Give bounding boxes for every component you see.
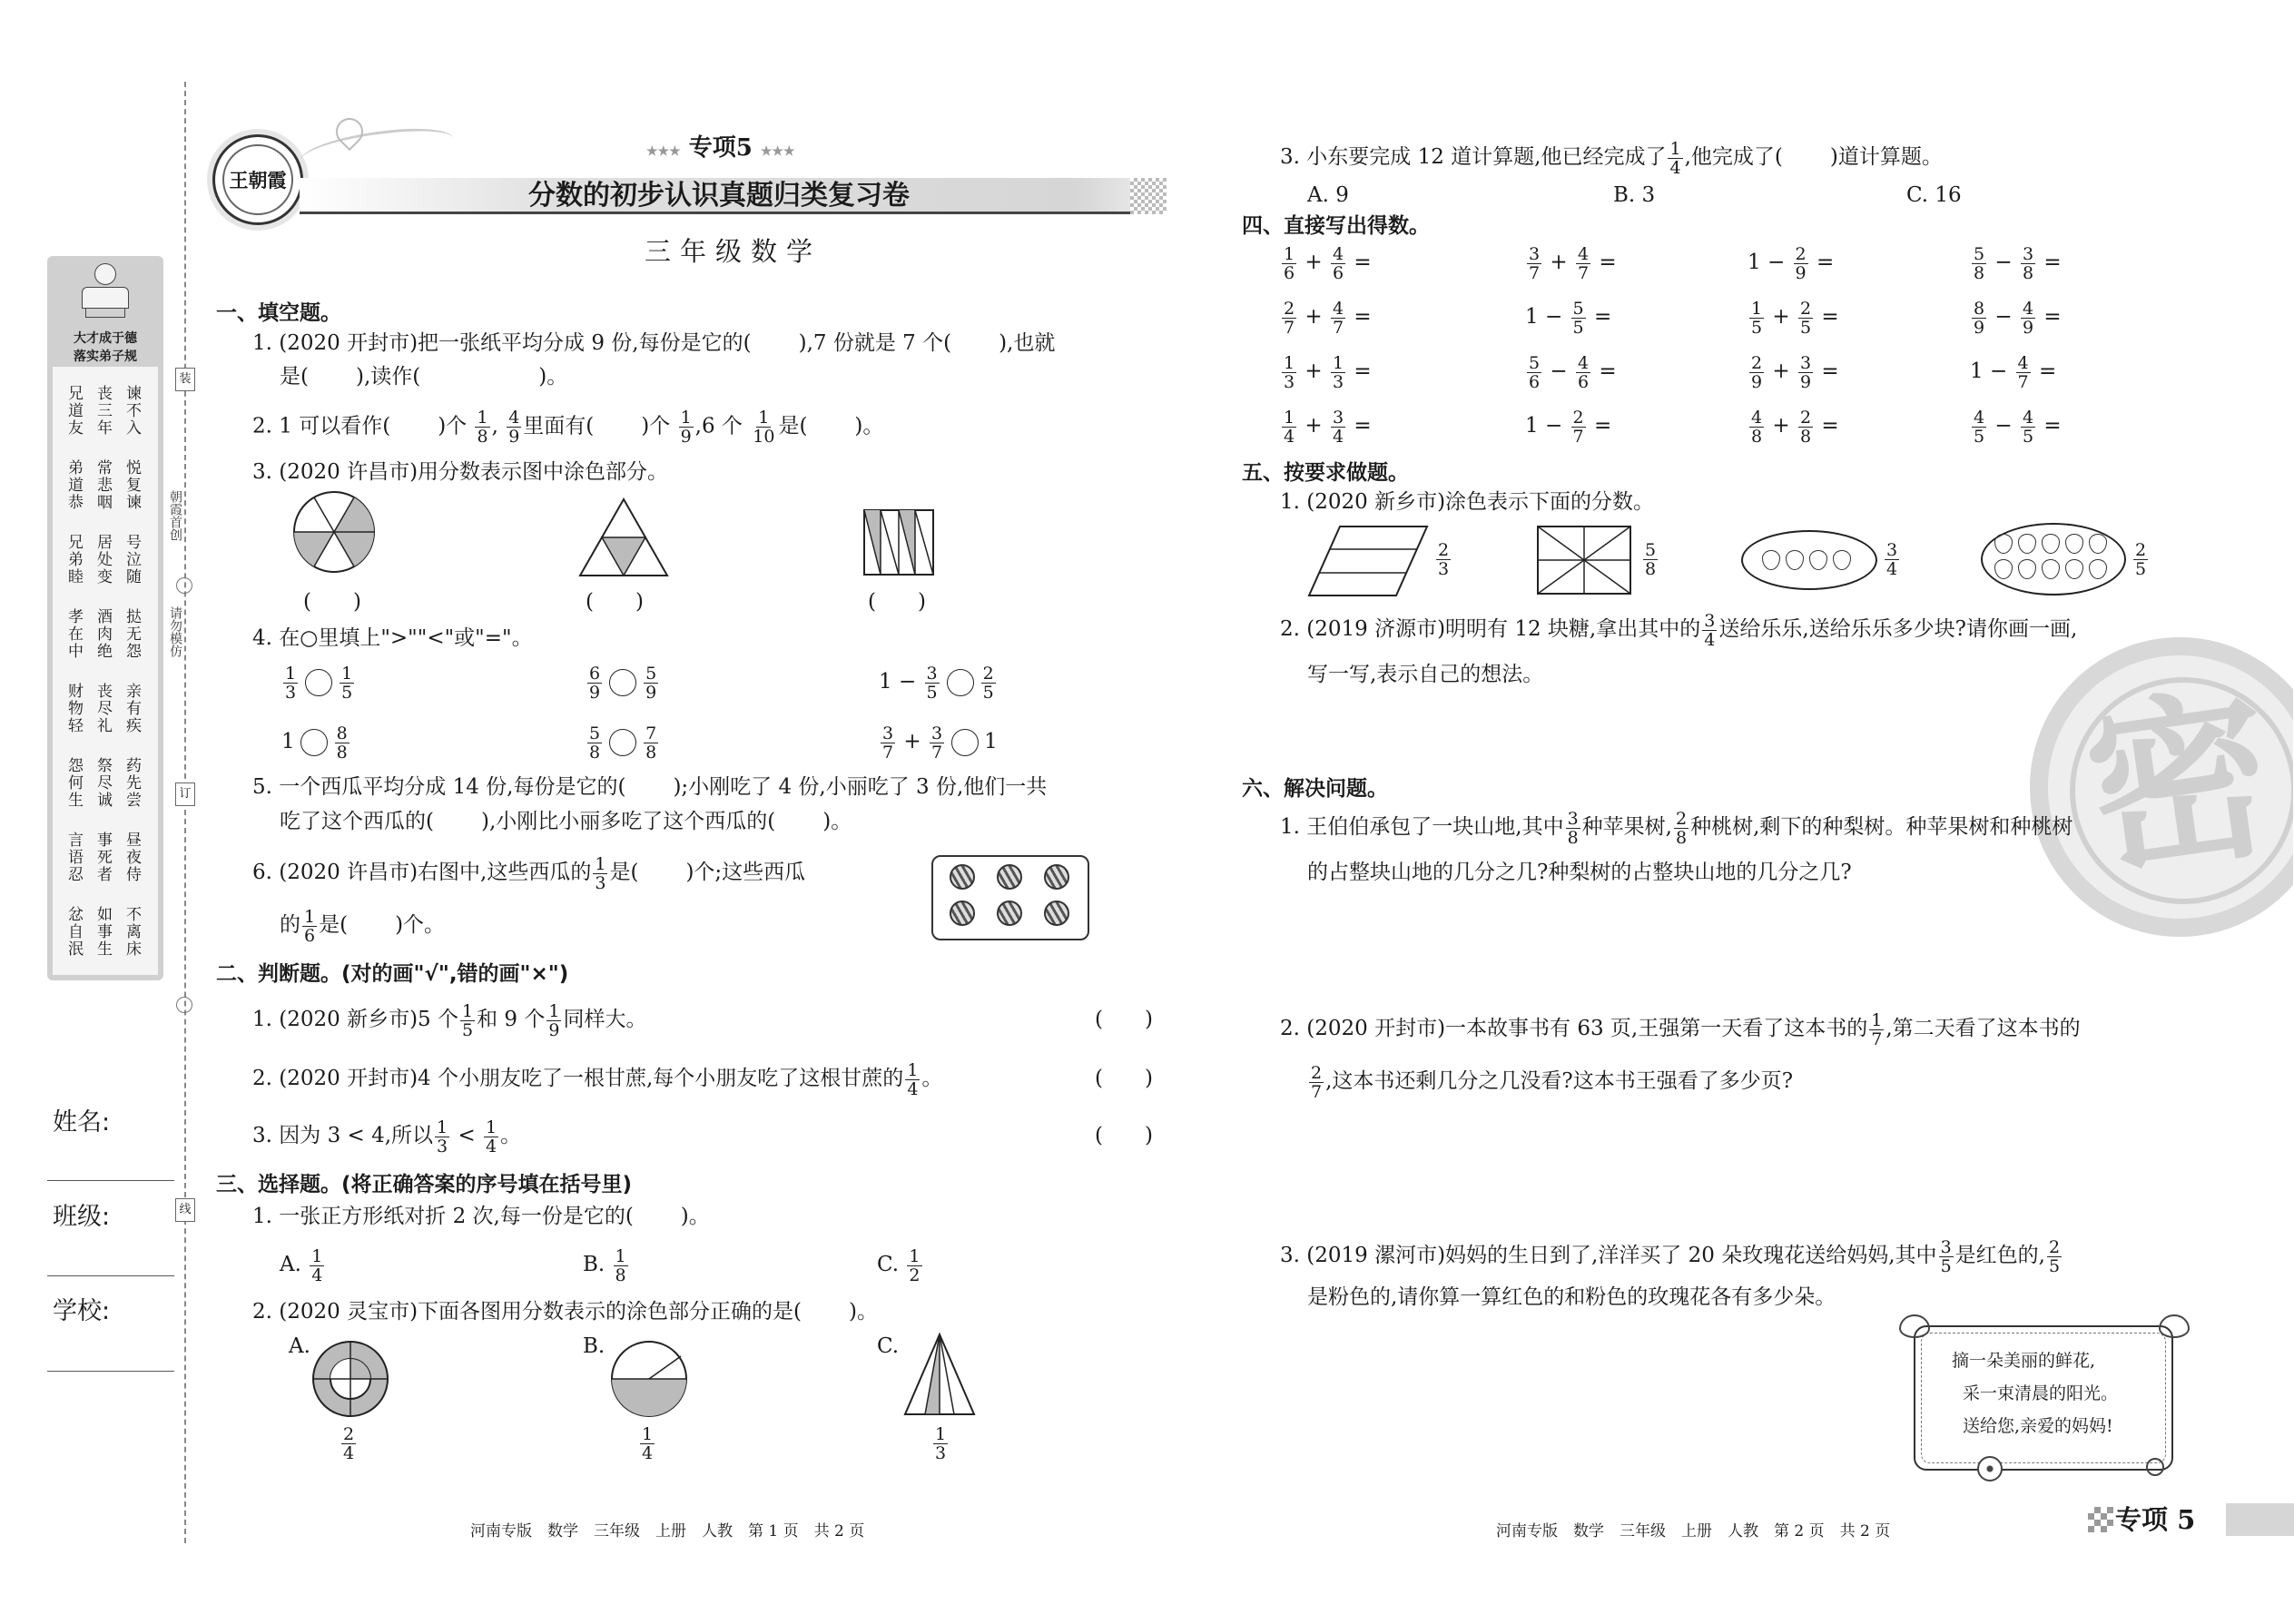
footer-left: 河南专版 数学 三年级 上册 人教 第 1 页 共 2 页 [470, 1522, 865, 1540]
class-underline [47, 1275, 174, 1276]
watermelon-icon [950, 864, 975, 890]
judge-3: 3. 因为 3 < 4,所以 $\frac{1}{3}$ < $\frac{1}{4}$ 。 [252, 1117, 522, 1156]
poem-column: 居处变 [94, 534, 112, 586]
compare-item: $\frac{6}{9}$ $\frac{5}{9}$ [589, 663, 657, 703]
choice-1-option-c[interactable]: C. $\frac{1}{2}$ [877, 1245, 921, 1285]
judge-2: 2. (2020 开封市)4 个小朋友吃了一根甘蔗,每个小朋友吃了这根甘蔗的 $\frac{1}{4}$ 。 [252, 1059, 943, 1099]
calc-item: $\frac{1}{6}$ + $\frac{4}{6}$ = [1284, 243, 1372, 283]
calc-item: 1 − $\frac{2}{9}$ = [1748, 243, 1835, 283]
answer-paren: ( ) [586, 590, 644, 614]
section-3-heading: 三、选择题。(将正确答案的序号填在括号里) [216, 1173, 633, 1196]
compare-item: 1 $\frac{8}{8}$ [281, 723, 348, 763]
shaded-triangle-figure [578, 497, 669, 577]
card-line-1: 摘一朵美丽的鲜花, [1952, 1351, 2096, 1371]
watermelon-icon [950, 901, 975, 926]
shaded-circle-figure [292, 490, 376, 574]
poem-column: 号泣随 [123, 534, 141, 586]
answer-paren: ( ) [303, 590, 361, 614]
question-1-5-cont: 吃了这个西瓜的( ),小刚比小丽多吃了这个西瓜的( )。 [280, 810, 852, 833]
parallelogram-shape [1307, 525, 1429, 597]
page-subtitle: 三年级数学 [645, 236, 822, 267]
question-1-6-cont: 的 $\frac{1}{6}$ 是( )个。 [280, 906, 446, 946]
frac-2-3: $\frac{2}{3}$ [1438, 539, 1450, 579]
calc-item: 1 − $\frac{4}{7}$ = [1970, 352, 2057, 392]
judge-answer-paren[interactable]: ( ) [1095, 1067, 1153, 1090]
shaded-parallelogram-figure [862, 508, 935, 576]
school-label: 学校: [53, 1297, 111, 1325]
section-6-heading: 六、解决问题。 [1242, 777, 1388, 801]
calc-item: $\frac{2}{9}$ + $\frac{3}{9}$ = [1751, 352, 1839, 392]
secret-stamp: 密 [2030, 637, 2293, 937]
binding-hole-2 [176, 997, 192, 1013]
fraction: $\frac{1}{8}$ [477, 408, 488, 447]
triangle-figure [903, 1333, 976, 1416]
question-1-5: 5. 一个西瓜平均分成 14 份,每份是它的( );小刚吃了 4 份,小丽吃了 3 份,他们一共 [252, 775, 1048, 799]
compare-item: $\frac{3}{7}$ + $\frac{3}{7}$ 1 [882, 723, 998, 763]
ring-figure [311, 1340, 389, 1418]
problem-6-2: 2. (2020 开封市)一本故事书有 63 页,王强第一天看了这本书的 $\frac{1}{7}$ ,第二天看了这本书的 [1280, 1009, 2081, 1049]
question-1-1-cont: 是( ),读作( )。 [280, 365, 568, 389]
calc-item: $\frac{1}{5}$ + $\frac{2}{5}$ = [1751, 298, 1839, 338]
poem-column: 财物轻 [64, 683, 83, 734]
poem-column: 弟道恭 [64, 459, 83, 511]
choice-2-option-c-frac: $\frac{1}{3}$ [935, 1423, 947, 1463]
poem-column: 酒肉绝 [94, 608, 112, 660]
frac-2-5: $\frac{2}{5}$ [2135, 539, 2147, 579]
compare-circle[interactable] [609, 729, 636, 756]
compare-circle[interactable] [300, 729, 328, 756]
poem-column: 兄道友 [64, 385, 83, 437]
rectangle-8-parts [1536, 525, 1632, 595]
slogan-1: 大才成于德 [74, 331, 137, 346]
problem-6-3-cont: 是粉色的,请你算一算红色的和粉色的玫瑰花各有多少朵。 [1307, 1285, 1836, 1309]
question-1-2: 2. 1 可以看作( )个 $\frac{1}{8}$ , $\frac{4}{9}$ 里面有( )个 $\frac{1}{9}$ ,6 个 $\frac{1}{10}$ 是( )。 [252, 408, 884, 447]
choice-1-option-a[interactable]: A. $\frac{1}{4}$ [280, 1245, 323, 1285]
frac-5-8: $\frac{5}{8}$ [1645, 539, 1657, 579]
brand-logo: 王朝霞 [212, 134, 303, 225]
vertical-note-2: 请勿模仿 [168, 606, 182, 657]
poem-column: 药先尝 [123, 757, 141, 809]
problem-6-3: 3. (2019 漯河市)妈妈的生日到了,洋洋买了 20 朵玫瑰花送给妈妈,其中 $\frac{3}{5}$ 是红色的, $\frac{2}{5}$ [1280, 1236, 2061, 1276]
bow-icon [1899, 1314, 1930, 1338]
calc-item: $\frac{4}{8}$ + $\frac{2}{8}$ = [1751, 407, 1839, 447]
choice-2-option-b-label[interactable]: B. [583, 1334, 605, 1358]
choice-3-option-a[interactable]: A. 9 [1307, 183, 1349, 207]
compare-circle[interactable] [609, 669, 636, 696]
choice-1-option-b[interactable]: B. $\frac{1}{8}$ [583, 1245, 626, 1285]
half-circle-figure [610, 1340, 688, 1418]
problem-6-1-cont: 的占整块山地的几分之几?种梨树的占整块山地的几分之几? [1307, 861, 1852, 884]
card-line-3: 送给您,亲爱的妈妈! [1963, 1416, 2113, 1436]
fold-mark-2: 订 [175, 782, 195, 806]
calc-item: $\frac{8}{9}$ − $\frac{4}{9}$ = [1974, 298, 2062, 338]
question-1-1: 1. (2020 开封市)把一张纸平均分成 9 份,每份是它的( ),7 份就是 7 个( ),也就 [252, 331, 1056, 355]
fold-mark-3: 线 [175, 1198, 195, 1222]
choice-2-option-a-label[interactable]: A. [289, 1334, 310, 1358]
judge-1: 1. (2020 新乡市)5 个 $\frac{1}{5}$ 和 9 个 $\frac{1}{9}$ 同样大。 [252, 1000, 647, 1040]
compare-circle[interactable] [951, 729, 979, 756]
poem-column: 亲有疾 [123, 683, 141, 734]
poem-column: 忿自泯 [64, 906, 83, 958]
poem-column: 挞无怨 [123, 608, 141, 660]
problem-6-2-cont: $\frac{2}{7}$ ,这本书还剩几分之几没看?这本书王强看了多少页? [1311, 1062, 1794, 1102]
binding-hole-1 [176, 577, 192, 594]
calc-item: $\frac{3}{7}$ + $\frac{4}{7}$ = [1529, 243, 1617, 283]
answer-paren: ( ) [868, 590, 926, 614]
compare-item: 1 − $\frac{3}{5}$ $\frac{2}{5}$ [879, 663, 994, 703]
calc-item: $\frac{5}{6}$ − $\frac{4}{6}$ = [1529, 352, 1617, 392]
question-1-6: 6. (2020 许昌市)右图中,这些西瓜的 $\frac{1}{3}$ 是( )个;这些西瓜 [252, 853, 806, 893]
child-illustration [82, 263, 129, 320]
choice-3-option-b[interactable]: B. 3 [1613, 183, 1656, 207]
footer-tag-bar [2226, 1503, 2294, 1536]
section-4-heading: 四、直接写出得数。 [1242, 214, 1430, 238]
choice-1: 1. 一张正方形纸对折 2 次,每一份是它的( )。 [252, 1205, 710, 1228]
watermelon-icon [1044, 901, 1069, 926]
frac-3-4: $\frac{3}{4}$ [1886, 539, 1898, 579]
class-label: 班级: [53, 1203, 111, 1231]
problem-6-1: 1. 王伯伯承包了一块山地,其中 $\frac{3}{8}$ 种苹果树, $\frac{2}{8}$ 种桃树,剩下的种梨树。种苹果树和种桃树 [1280, 808, 2073, 848]
choice-2: 2. (2020 灵宝市)下面各图用分数表示的涂色部分正确的是( )。 [252, 1300, 879, 1324]
name-underline [47, 1180, 174, 1181]
judge-answer-paren[interactable]: ( ) [1095, 1124, 1153, 1147]
task-5-2-cont: 写一写,表示自己的想法。 [1307, 663, 1544, 686]
footer-tag-checker [2088, 1507, 2113, 1532]
task-5-1: 1. (2020 新乡市)涂色表示下面的分数。 [1280, 490, 1655, 514]
calc-item: $\frac{4}{5}$ − $\frac{4}{5}$ = [1974, 407, 2062, 447]
section-1-heading: 一、填空题。 [216, 301, 341, 325]
poem-column: 兄弟睦 [64, 534, 83, 586]
judge-answer-paren[interactable]: ( ) [1095, 1008, 1153, 1031]
poem-column: 悦复谏 [123, 459, 141, 511]
flower-icon [2146, 1458, 2164, 1476]
poem-column: 孝在中 [64, 608, 83, 660]
choice-2-option-a-frac: $\frac{2}{4}$ [343, 1423, 355, 1463]
choice-3-option-c[interactable]: C. 16 [1906, 183, 1962, 207]
poem-column: 祭尽诚 [94, 757, 112, 809]
vertical-note-1: 朝霞首创 [168, 490, 182, 541]
choice-2-option-b-frac: $\frac{1}{4}$ [642, 1423, 654, 1463]
banner-checker [1130, 178, 1167, 214]
fraction: $\frac{1}{10}$ [753, 408, 775, 447]
watermelon-icon [997, 864, 1022, 890]
section-5-heading: 五、按要求做题。 [1242, 461, 1409, 485]
poem-column: 谏不入 [123, 385, 141, 437]
special-label: ★★★ 专项5 ★★★ [646, 134, 795, 162]
name-label: 姓名: [53, 1108, 111, 1137]
star-icon: ★★★ [646, 144, 681, 159]
fraction: $\frac{4}{9}$ [508, 408, 520, 447]
watermelon-icon [1044, 864, 1069, 890]
calc-item: $\frac{2}{7}$ + $\frac{4}{7}$ = [1284, 298, 1372, 338]
task-5-2: 2. (2019 济源市)明明有 12 块糖,拿出其中的 $\frac{3}{4}$ 送给乐乐,送给乐乐多少块?请你画一画, [1280, 610, 2078, 650]
footer-right: 河南专版 数学 三年级 上册 人教 第 2 页 共 2 页 [1496, 1522, 1891, 1540]
calc-item: 1 − $\frac{5}{5}$ = [1525, 298, 1612, 338]
poem-column: 丧尽礼 [94, 683, 112, 734]
poem-column: 言语忍 [64, 832, 83, 883]
choice-2-option-c-label[interactable]: C. [877, 1334, 900, 1358]
ribbon-decoration [298, 123, 455, 176]
bow-icon [2159, 1314, 2190, 1338]
greeting-card [1914, 1325, 2173, 1471]
choice-3: 3. 小东要完成 12 道计算题,他已经完成了 $\frac{1}{4}$ ,他完成了( )道计算题。 [1280, 138, 1943, 178]
poem-column: 不离床 [123, 906, 141, 958]
poem-column: 常悲咽 [94, 459, 112, 511]
poem-column: 昼夜侍 [123, 832, 141, 883]
poem-column: 如事生 [94, 906, 112, 958]
fold-mark-1: 装 [175, 368, 195, 391]
compare-item: $\frac{5}{8}$ $\frac{7}{8}$ [589, 723, 657, 763]
section-2-heading: 二、判断题。(对的画"√",错的画"×") [216, 962, 569, 986]
binding-dashed-line [184, 82, 186, 1543]
calc-item: 1 − $\frac{2}{7}$ = [1525, 407, 1612, 447]
footer-tag: 专项 5 [2115, 1504, 2196, 1535]
compare-circle[interactable] [305, 669, 332, 696]
watermelon-icon [997, 901, 1022, 926]
question-1-3: 3. (2020 许昌市)用分数表示图中涂色部分。 [252, 460, 669, 484]
calc-item: $\frac{5}{8}$ − $\frac{3}{8}$ = [1974, 243, 2062, 283]
compare-circle[interactable] [947, 669, 974, 696]
card-line-2: 采一束清晨的阳光。 [1963, 1383, 2119, 1403]
poem-column: 丧三年 [94, 385, 112, 437]
school-underline [47, 1371, 174, 1372]
fraction: $\frac{1}{9}$ [680, 408, 692, 447]
poem-panel [53, 367, 158, 975]
question-1-4: 4. 在○里填上">""<"或"="。 [252, 626, 533, 650]
poem-column: 事死者 [94, 832, 112, 883]
flower-icon [1977, 1456, 2003, 1481]
poem-column: 怨何生 [64, 757, 83, 809]
page-title: 分数的初步认识真题归类复习卷 [528, 180, 910, 212]
slogan-2: 落实弟子规 [74, 349, 137, 364]
calc-item: $\frac{1}{3}$ + $\frac{1}{3}$ = [1284, 352, 1372, 392]
compare-item: $\frac{1}{3}$ $\frac{1}{5}$ [285, 663, 353, 703]
star-icon: ★★★ [760, 144, 795, 159]
calc-item: $\frac{1}{4}$ + $\frac{3}{4}$ = [1284, 407, 1372, 447]
